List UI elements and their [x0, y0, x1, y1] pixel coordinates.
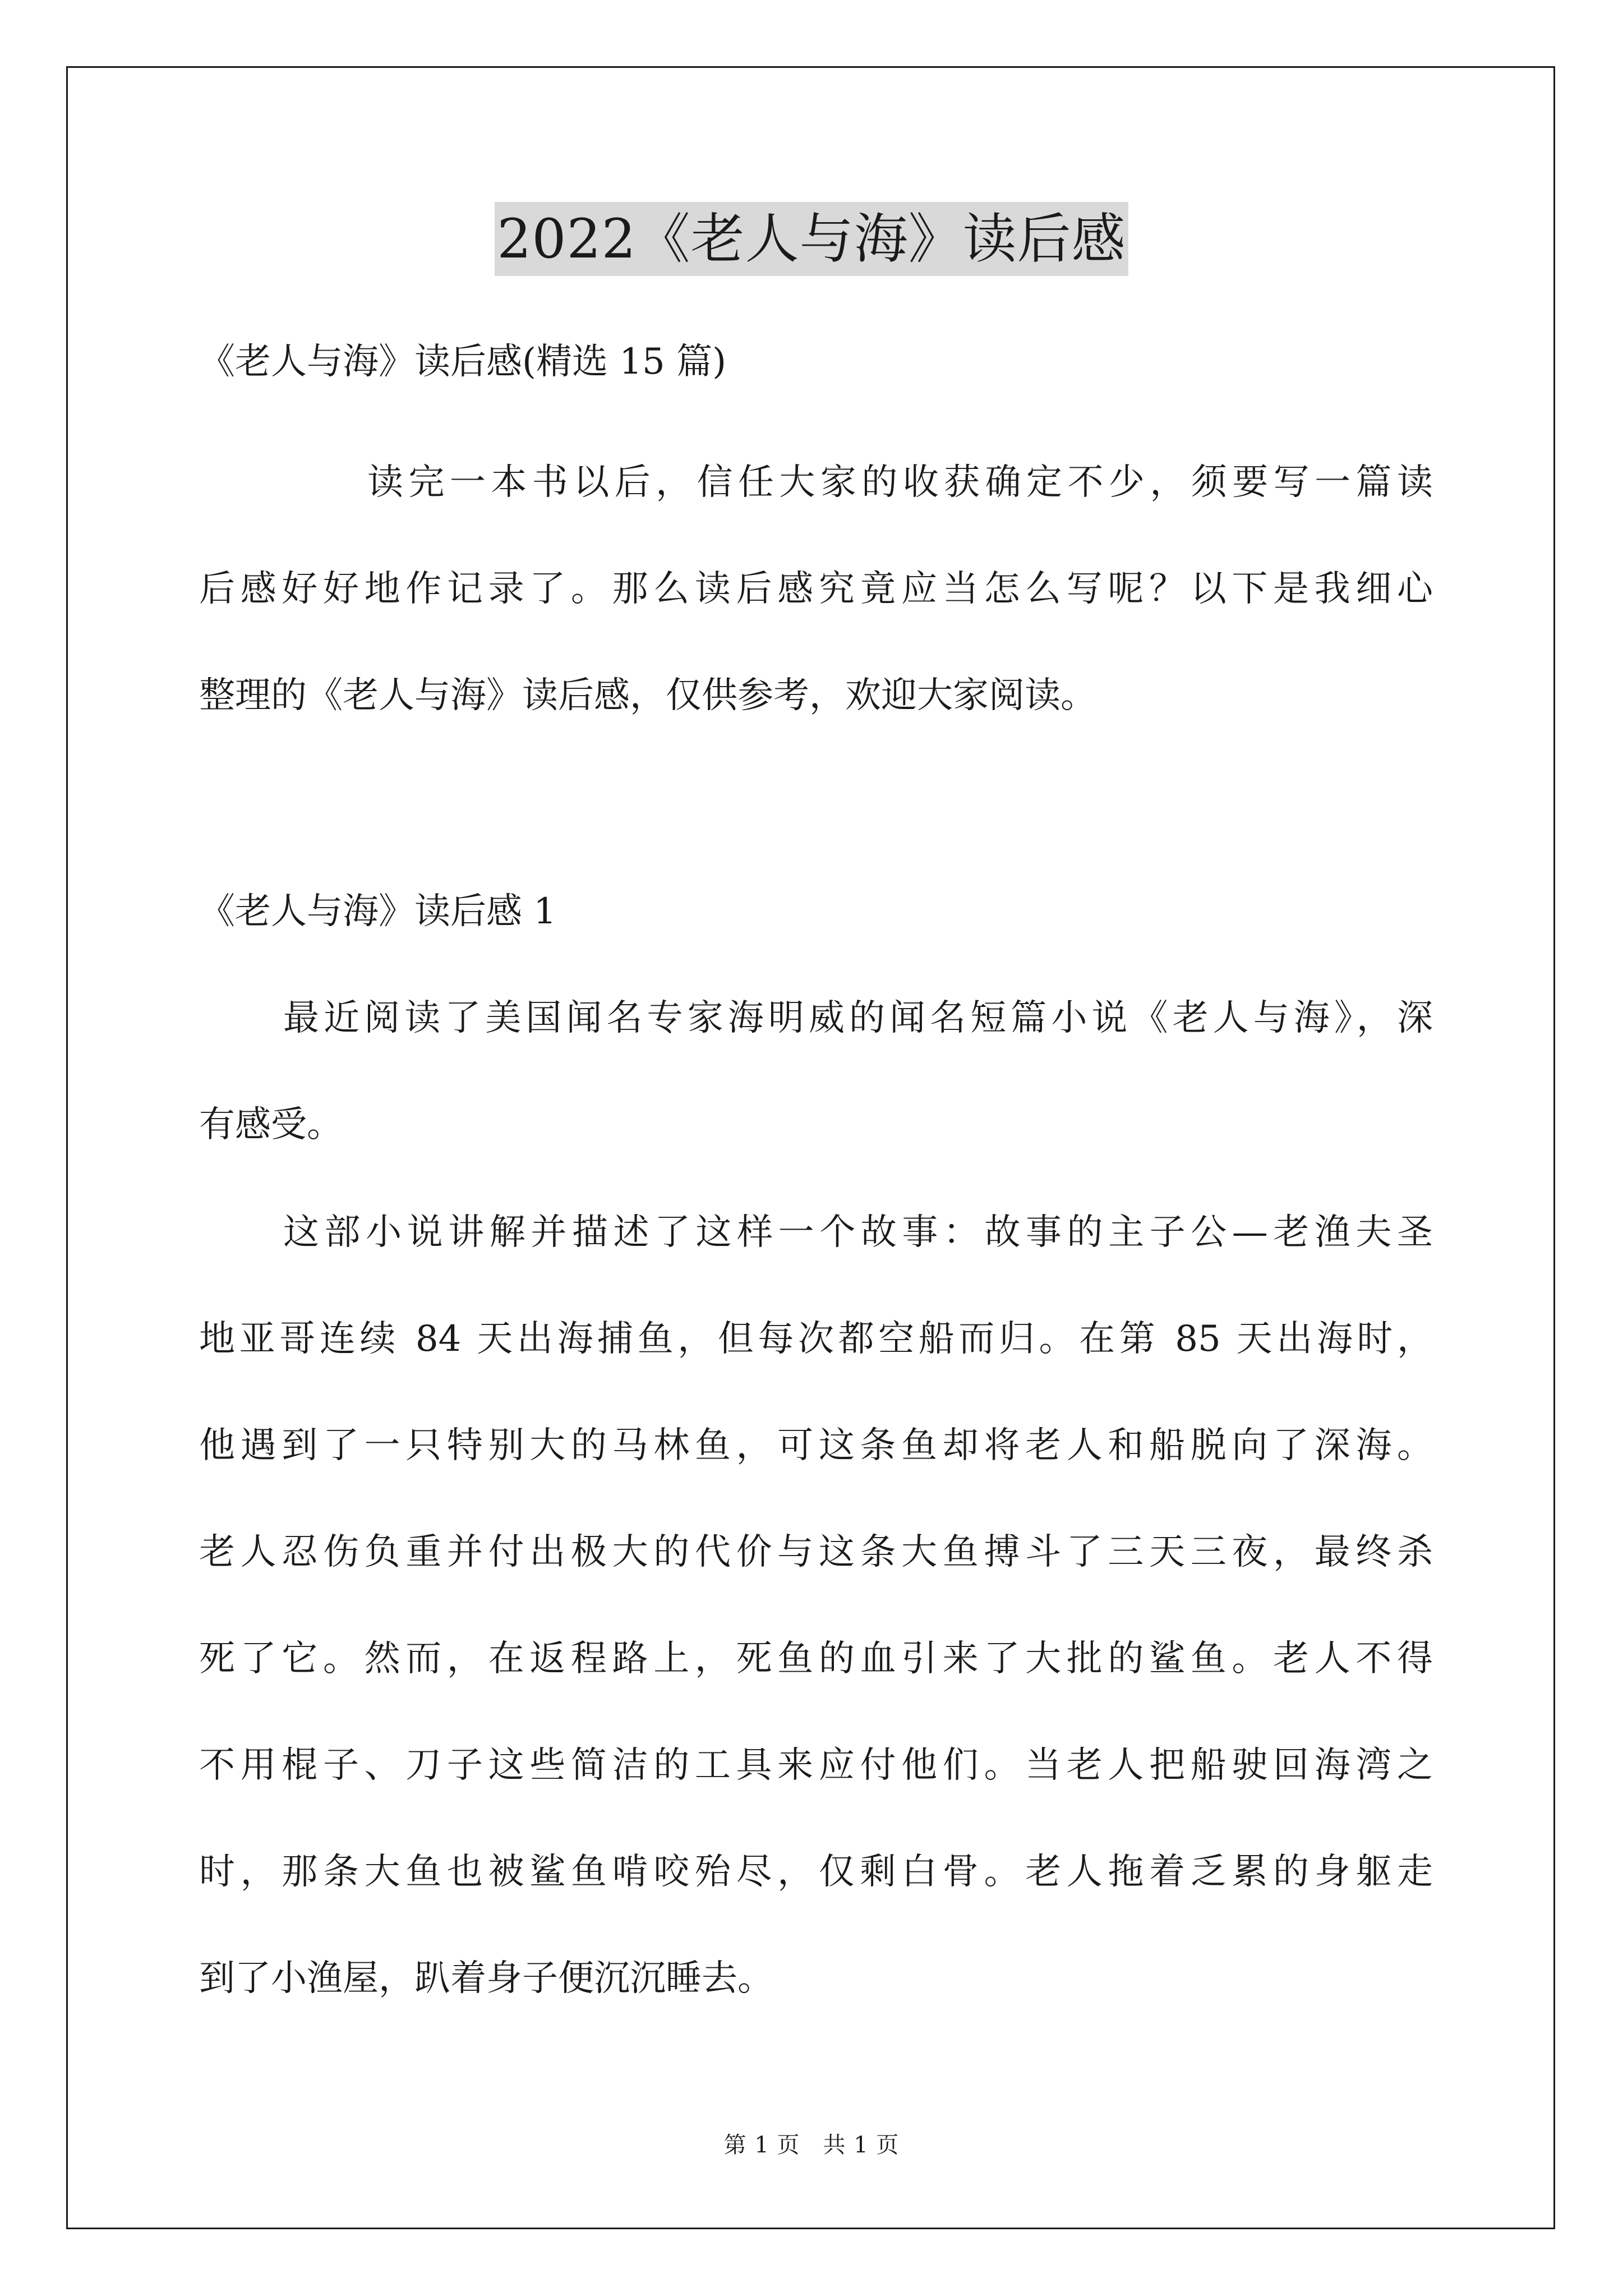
paragraph2-line-3: 他遇到了一只特别大的马林鱼，可这条鱼却将老人和船脱向了深海。 [199, 1425, 1433, 1466]
paragraph1-line-1: 最近阅读了美国闻名专家海明威的闻名短篇小说《老人与海》，深 [283, 997, 1433, 1039]
page-title: 2022《老人与海》读后感 [495, 202, 1128, 276]
page-footer: 第 1 页 共 1 页 [723, 2132, 900, 2158]
paragraph2-line-6: 不用棍子、刀子这些简洁的工具来应付他们。当老人把船驶回海湾之 [199, 1745, 1433, 1786]
section-heading: 《老人与海》读后感 1 [199, 891, 557, 932]
paragraph2-line-4: 老人忍伤负重并付出极大的代价与这条大鱼搏斗了三天三夜，最终杀 [199, 1531, 1433, 1573]
intro-line-1: 读完一本书以后，信任大家的收获确定不少，须要写一篇读 [367, 462, 1433, 503]
paragraph1-line-2: 有感受。 [199, 1104, 343, 1145]
paragraph2-line-7: 时，那条大鱼也被鲨鱼啃咬殆尽，仅剩白骨。老人拖着乏累的身躯走 [199, 1851, 1433, 1893]
intro-line-2: 后感好好地作记录了。那么读后感究竟应当怎么写呢？以下是我细心 [199, 568, 1433, 610]
paragraph2-line-1: 这部小说讲解并描述了这样一个故事：故事的主子公—老渔夫圣 [283, 1212, 1433, 1253]
paragraph2-line-8: 到了小渔屋，趴着身子便沉沉睡去。 [199, 1958, 773, 1999]
subtitle: 《老人与海》读后感(精选 15 篇) [199, 341, 727, 383]
title-wrap [0, 202, 1623, 276]
paragraph2-line-5: 死了它。然而，在返程路上，死鱼的血引来了大批的鲨鱼。老人不得 [199, 1638, 1433, 1680]
paragraph2-line-2: 地亚哥连续 84 天出海捕鱼，但每次都空船而归。在第 85 天出海时， [199, 1318, 1433, 1360]
intro-line-3: 整理的《老人与海》读后感，仅供参考，欢迎大家阅读。 [199, 675, 1096, 716]
